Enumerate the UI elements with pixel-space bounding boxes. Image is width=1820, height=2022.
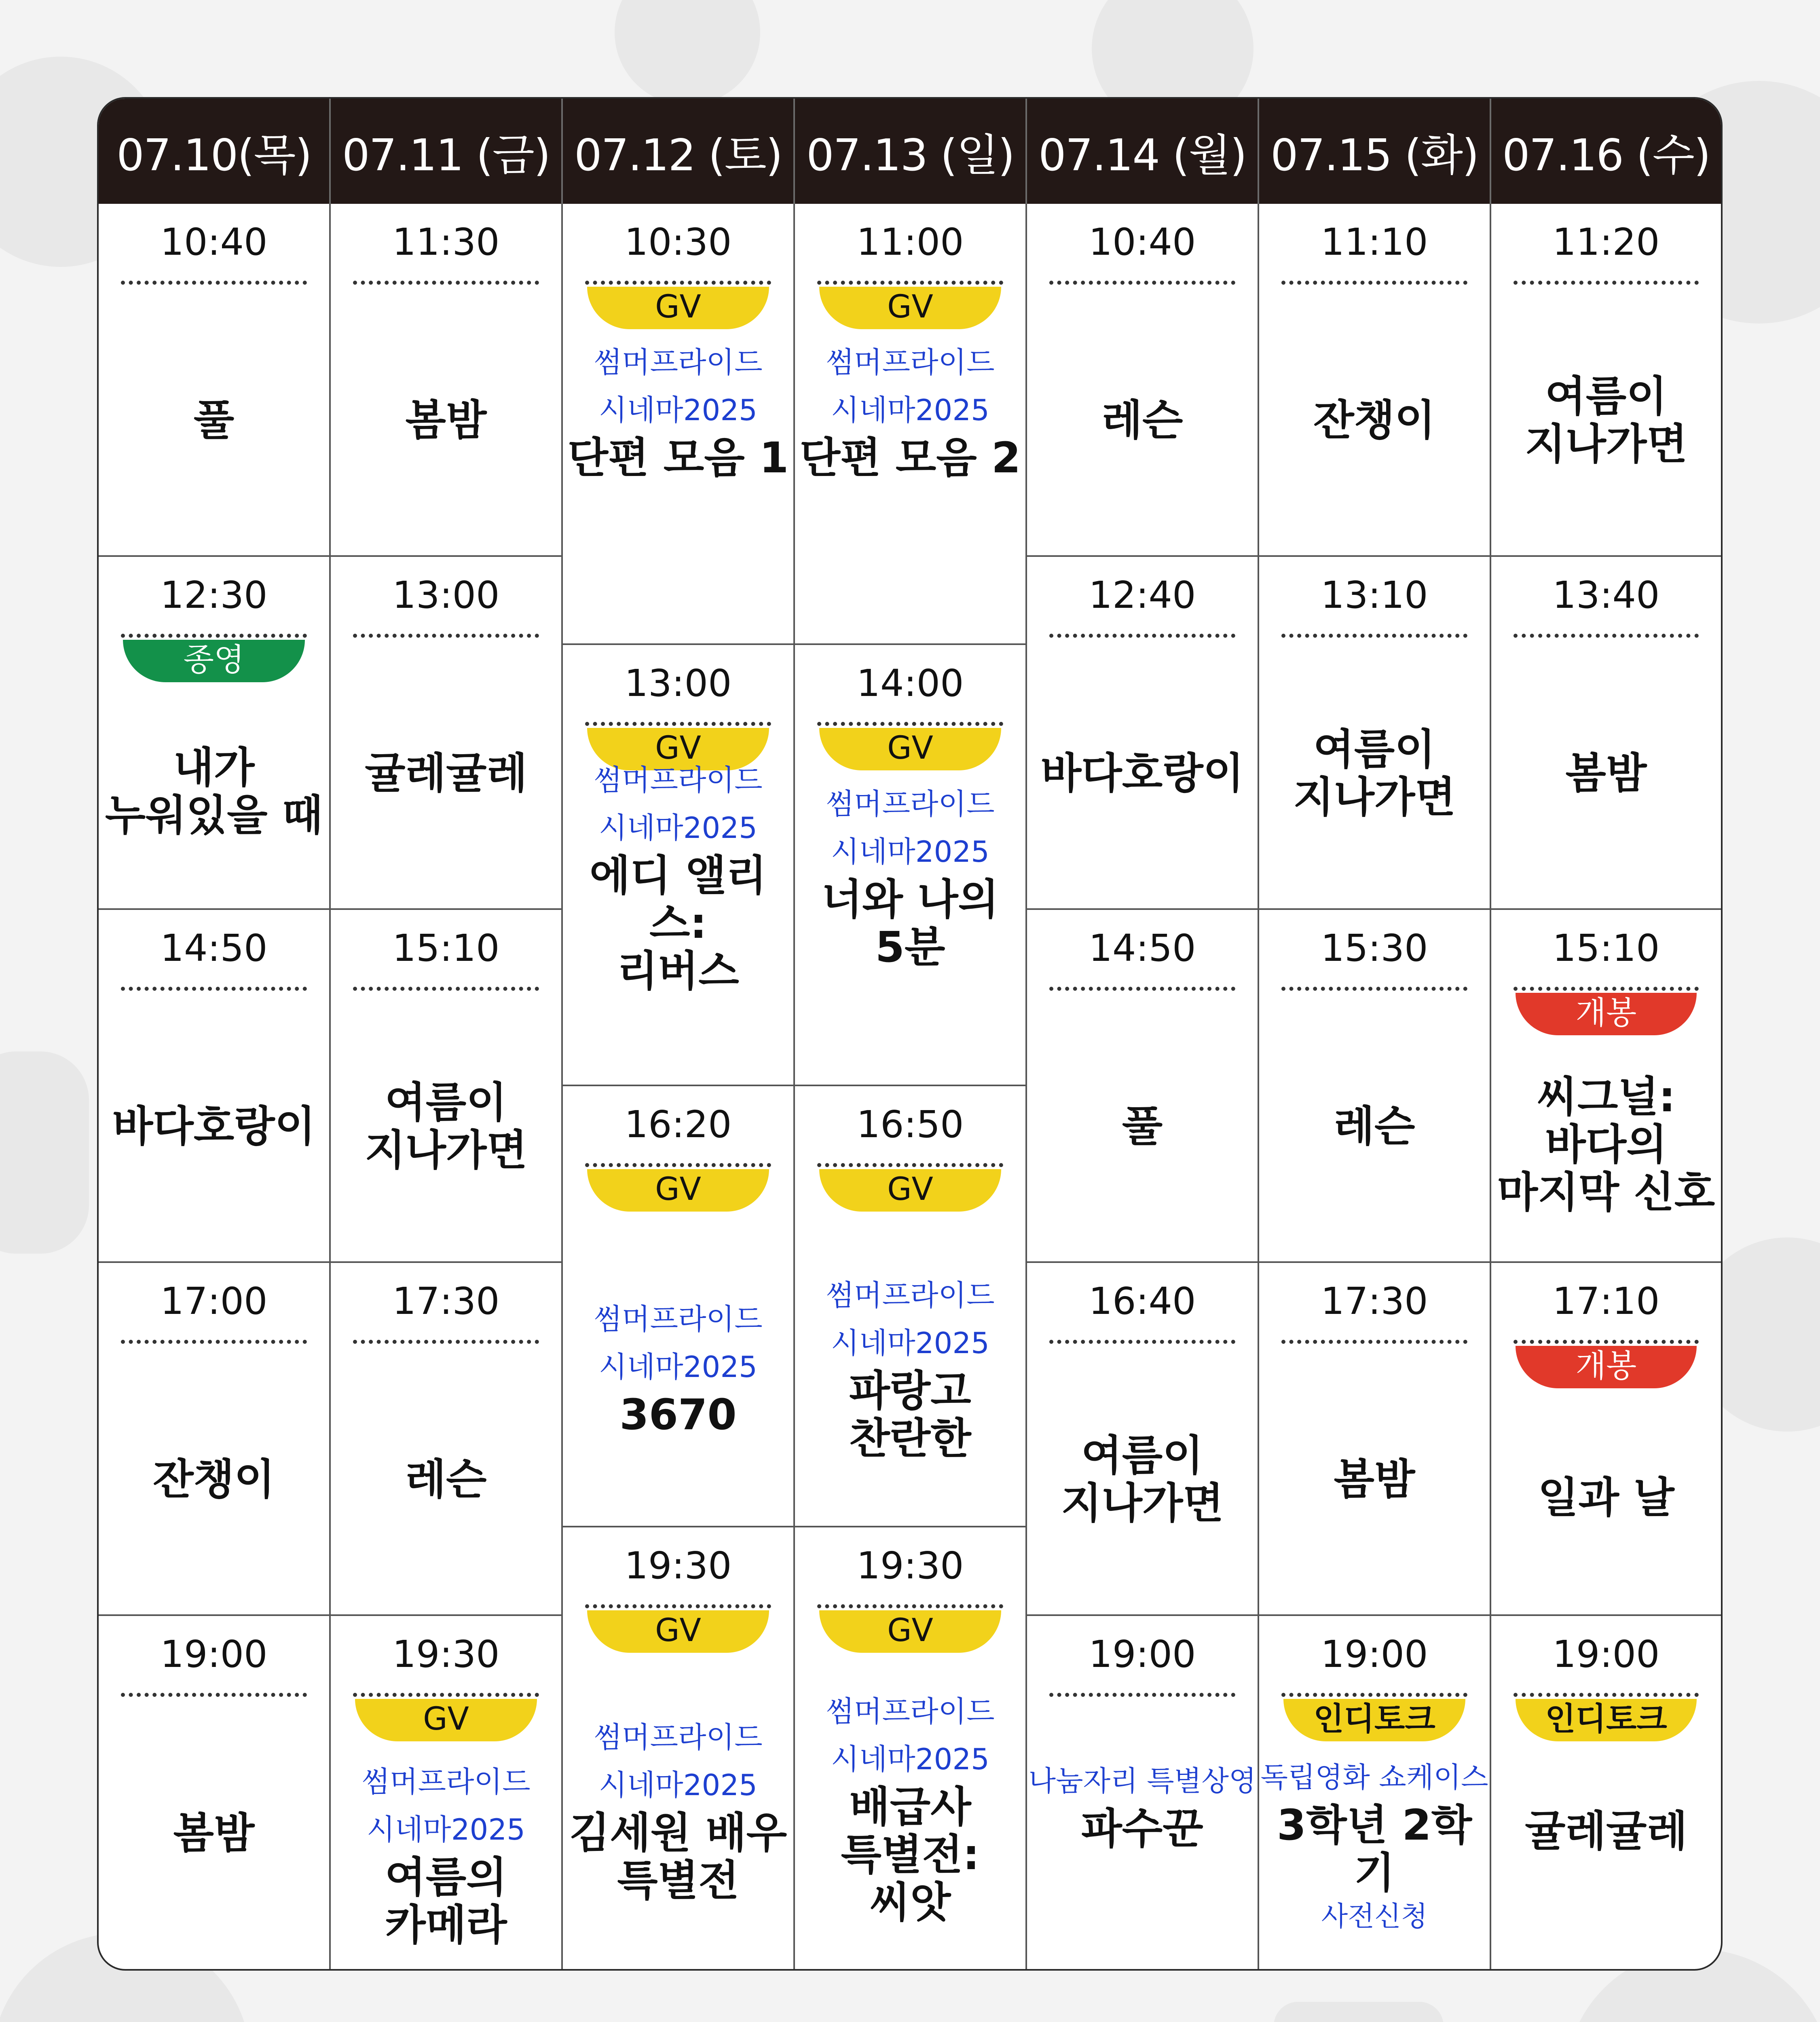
dotted-divider — [1049, 1693, 1235, 1697]
showtime: 14:50 — [160, 926, 268, 970]
showtime: 17:00 — [160, 1280, 268, 1323]
opening-badge: 개봉 — [1516, 993, 1697, 1035]
series-label: 시네마2025 — [599, 1349, 757, 1384]
film-title: 3학년 2학기 — [1277, 1800, 1472, 1897]
dotted-divider — [353, 1693, 539, 1697]
film-title: 풀 — [193, 395, 235, 445]
dotted-divider — [121, 1340, 307, 1344]
film-title: 봄밤 — [173, 1808, 255, 1858]
series-label: 썸머프라이드 — [594, 763, 763, 797]
film-title: 누워있을 때 — [105, 790, 323, 840]
dotted-divider — [1513, 987, 1699, 991]
dotted-divider — [585, 1163, 771, 1167]
day-header: 07.10(목) — [99, 99, 331, 204]
screening-slot[interactable] — [1491, 557, 1721, 910]
showtime: 10:30 — [624, 220, 732, 264]
film-title: 귤레귤레 — [365, 748, 527, 798]
film-title: 단편 모음 1 — [567, 433, 789, 482]
film-title: 바다호랑이 — [1040, 748, 1244, 798]
screening-slot[interactable] — [795, 1086, 1027, 1527]
dotted-divider — [817, 1163, 1003, 1167]
showtime: 17:30 — [392, 1280, 500, 1323]
film-title: 파수꾼 — [1081, 1804, 1203, 1853]
day-header: 07.13 (일) — [795, 99, 1027, 204]
day-header: 07.11 (금) — [331, 99, 563, 204]
screening-slot[interactable] — [331, 910, 563, 1263]
film-title: 지나가면 — [365, 1125, 527, 1175]
film-title: 일과 날 — [1538, 1472, 1674, 1522]
dotted-divider — [1281, 1340, 1467, 1344]
screening-slot[interactable] — [1259, 1616, 1491, 1969]
indie-talk-badge: 인디토크 — [1516, 1699, 1697, 1741]
series-label: 시네마2025 — [831, 835, 989, 869]
film-title: 특별전 — [617, 1856, 739, 1905]
showtime: 19:30 — [624, 1544, 732, 1587]
showtime: 14:50 — [1089, 926, 1196, 970]
series-label: 시네마2025 — [599, 1768, 757, 1802]
showtime: 12:30 — [160, 573, 268, 617]
screening-slot[interactable] — [1491, 204, 1721, 557]
dotted-divider — [1049, 1340, 1235, 1344]
dotted-divider — [817, 722, 1003, 726]
showtime: 13:40 — [1552, 573, 1660, 617]
gv-badge: GV — [819, 728, 1001, 770]
registration-note: 사전신청 — [1321, 1900, 1428, 1933]
film-title: 지나가면 — [1061, 1478, 1224, 1528]
showtime: 16:50 — [856, 1103, 964, 1146]
film-title: 씨앗 — [869, 1878, 951, 1927]
screening-slot[interactable] — [1259, 204, 1491, 557]
film-title: 5분 — [875, 922, 945, 972]
dotted-divider — [1281, 281, 1467, 285]
screening-slot[interactable] — [1027, 204, 1259, 557]
screening-slot[interactable] — [1259, 1263, 1491, 1616]
dotted-divider — [121, 281, 307, 285]
gv-badge: GV — [819, 1169, 1001, 1212]
dotted-divider — [1049, 634, 1235, 638]
dotted-divider — [1049, 987, 1235, 991]
showtime: 12:40 — [1089, 573, 1196, 617]
film-title: 바다의 — [1545, 1119, 1667, 1169]
film-title: 내가 — [173, 742, 255, 792]
film-title: 여름의 — [385, 1852, 507, 1902]
gv-badge: GV — [587, 287, 769, 329]
screening-slot[interactable] — [99, 1616, 331, 1969]
screening-slot[interactable] — [99, 910, 331, 1263]
film-title: 김세원 배우 — [569, 1808, 787, 1857]
dotted-divider — [585, 1604, 771, 1608]
showtime: 17:30 — [1321, 1280, 1428, 1323]
dotted-divider — [353, 281, 539, 285]
screening-slot[interactable] — [99, 557, 331, 910]
gv-badge: GV — [587, 1169, 769, 1212]
schedule-table — [97, 97, 1723, 1971]
screening-slot[interactable] — [563, 1527, 795, 1969]
dotted-divider — [1513, 1693, 1699, 1697]
dotted-divider — [121, 634, 307, 638]
series-label: 썸머프라이드 — [826, 345, 995, 379]
series-label: 시네마2025 — [831, 393, 989, 427]
screening-slot[interactable] — [99, 1263, 331, 1616]
screening-slot[interactable] — [1259, 910, 1491, 1263]
showtime: 16:40 — [1089, 1280, 1196, 1323]
closing-badge: 종영 — [123, 640, 305, 682]
series-label: 시네마2025 — [367, 1812, 525, 1846]
showtime: 16:20 — [624, 1103, 732, 1146]
series-label: 썸머프라이드 — [594, 345, 763, 379]
film-title: 레슨 — [405, 1454, 487, 1504]
showtime: 11:10 — [1321, 220, 1428, 264]
series-label: 썸머프라이드 — [361, 1764, 531, 1799]
screening-slot[interactable] — [1491, 910, 1721, 1263]
screening-slot[interactable] — [331, 1616, 563, 1969]
showtime: 19:00 — [1089, 1633, 1196, 1676]
film-title: 파랑고 — [849, 1366, 971, 1415]
showtime: 11:00 — [856, 220, 964, 264]
series-label: 썸머프라이드 — [826, 787, 995, 821]
film-title: 풀 — [1122, 1101, 1163, 1151]
screening-slot[interactable] — [1027, 557, 1259, 910]
gv-badge: GV — [819, 287, 1001, 329]
screening-slot[interactable] — [1259, 557, 1491, 910]
film-title: 여름이 — [1081, 1430, 1203, 1480]
gv-badge: GV — [587, 728, 769, 770]
film-title: 카메라 — [385, 1900, 507, 1950]
showtime: 15:10 — [392, 926, 500, 970]
film-title: 찬란한 — [849, 1413, 971, 1463]
showtime: 19:00 — [1321, 1633, 1428, 1676]
dotted-divider — [817, 281, 1003, 285]
film-title: 귤레귤레 — [1525, 1806, 1687, 1856]
screening-slot[interactable] — [795, 645, 1027, 1086]
gv-badge: GV — [355, 1699, 537, 1741]
showtime: 19:00 — [160, 1633, 268, 1676]
film-title: 잔챙이 — [153, 1454, 275, 1504]
dotted-divider — [585, 281, 771, 285]
showtime: 13:00 — [392, 573, 500, 617]
film-title: 봄밤 — [1334, 1454, 1415, 1504]
dotted-divider — [121, 987, 307, 991]
showtime: 13:00 — [624, 662, 732, 705]
showtime: 14:00 — [856, 662, 964, 705]
showtime: 15:10 — [1552, 926, 1660, 970]
day-header: 07.15 (화) — [1259, 99, 1491, 204]
film-title: 에디 앨리스: — [589, 851, 767, 948]
film-title: 마지막 신호 — [1497, 1167, 1715, 1217]
showtime: 11:30 — [392, 220, 500, 264]
screening-slot[interactable] — [331, 204, 563, 557]
screening-slot[interactable] — [1027, 1616, 1259, 1969]
film-title: 잔챙이 — [1313, 395, 1435, 445]
dotted-divider — [1513, 634, 1699, 638]
dotted-divider — [1513, 281, 1699, 285]
film-title: 특별전: — [841, 1830, 980, 1879]
screening-slot[interactable] — [331, 1263, 563, 1616]
film-title: 너와 나의 — [821, 875, 999, 924]
opening-badge: 개봉 — [1516, 1346, 1697, 1388]
showtime: 19:30 — [392, 1633, 500, 1676]
dotted-divider — [1049, 281, 1235, 285]
day-header: 07.12 (토) — [563, 99, 795, 204]
screening-slot[interactable] — [795, 204, 1027, 645]
series-label: 시네마2025 — [599, 811, 757, 845]
film-title: 봄밤 — [1565, 748, 1647, 798]
film-title: 씨그널: — [1537, 1072, 1676, 1121]
showtime: 15:30 — [1321, 926, 1428, 970]
dotted-divider — [1281, 1693, 1467, 1697]
screening-slot[interactable] — [563, 204, 795, 645]
indie-talk-badge: 인디토크 — [1283, 1699, 1465, 1741]
series-label: 썸머프라이드 — [594, 1720, 763, 1754]
film-title: 레슨 — [1101, 395, 1183, 445]
film-title: 레슨 — [1334, 1101, 1415, 1151]
screening-slot[interactable] — [331, 557, 563, 910]
screening-slot[interactable] — [1027, 1263, 1259, 1616]
film-title: 지나가면 — [1293, 772, 1456, 822]
film-title: 리버스 — [617, 946, 739, 996]
film-title: 바다호랑이 — [112, 1101, 316, 1151]
dotted-divider — [585, 722, 771, 726]
dotted-divider — [1513, 1340, 1699, 1344]
film-title: 단편 모음 2 — [799, 433, 1021, 482]
series-label: 시네마2025 — [831, 1326, 989, 1360]
dotted-divider — [353, 634, 539, 638]
dotted-divider — [1281, 987, 1467, 991]
screening-slot[interactable] — [1491, 1263, 1721, 1616]
screening-slot[interactable] — [1027, 910, 1259, 1263]
showtime: 19:00 — [1552, 1633, 1660, 1676]
day-header: 07.16 (수) — [1491, 99, 1721, 204]
gv-badge: GV — [819, 1610, 1001, 1653]
showtime: 19:30 — [856, 1544, 964, 1587]
series-label: 시네마2025 — [599, 393, 757, 427]
showtime: 13:10 — [1321, 573, 1428, 617]
dotted-divider — [353, 987, 539, 991]
dotted-divider — [353, 1340, 539, 1344]
showtime: 11:20 — [1552, 220, 1660, 264]
gv-badge: GV — [587, 1610, 769, 1653]
series-label: 썸머프라이드 — [594, 1302, 763, 1336]
dotted-divider — [817, 1604, 1003, 1608]
series-label: 시네마2025 — [831, 1742, 989, 1776]
dotted-divider — [1281, 634, 1467, 638]
film-title: 여름이 — [1313, 724, 1435, 774]
screening-slot[interactable] — [563, 1086, 795, 1527]
dotted-divider — [121, 1693, 307, 1697]
series-label: 나눔자리 특별상영 — [1028, 1764, 1256, 1798]
showtime: 10:40 — [160, 220, 268, 264]
film-title: 배급사 — [849, 1782, 971, 1832]
film-title: 여름이 — [1545, 371, 1667, 421]
series-label: 썸머프라이드 — [826, 1278, 995, 1312]
day-header: 07.14 (월) — [1027, 99, 1259, 204]
film-title: 여름이 — [385, 1077, 507, 1127]
screening-slot[interactable] — [795, 1527, 1027, 1969]
screening-slot[interactable] — [99, 204, 331, 557]
film-title: 지나가면 — [1525, 419, 1687, 469]
showtime: 17:10 — [1552, 1280, 1660, 1323]
film-title: 3670 — [619, 1390, 737, 1439]
series-label: 독립영화 쇼케이스 — [1260, 1760, 1488, 1794]
film-title: 봄밤 — [405, 395, 487, 445]
showtime: 10:40 — [1089, 220, 1196, 264]
series-label: 썸머프라이드 — [826, 1694, 995, 1728]
screening-slot[interactable] — [1491, 1616, 1721, 1969]
screening-slot[interactable] — [563, 645, 795, 1086]
